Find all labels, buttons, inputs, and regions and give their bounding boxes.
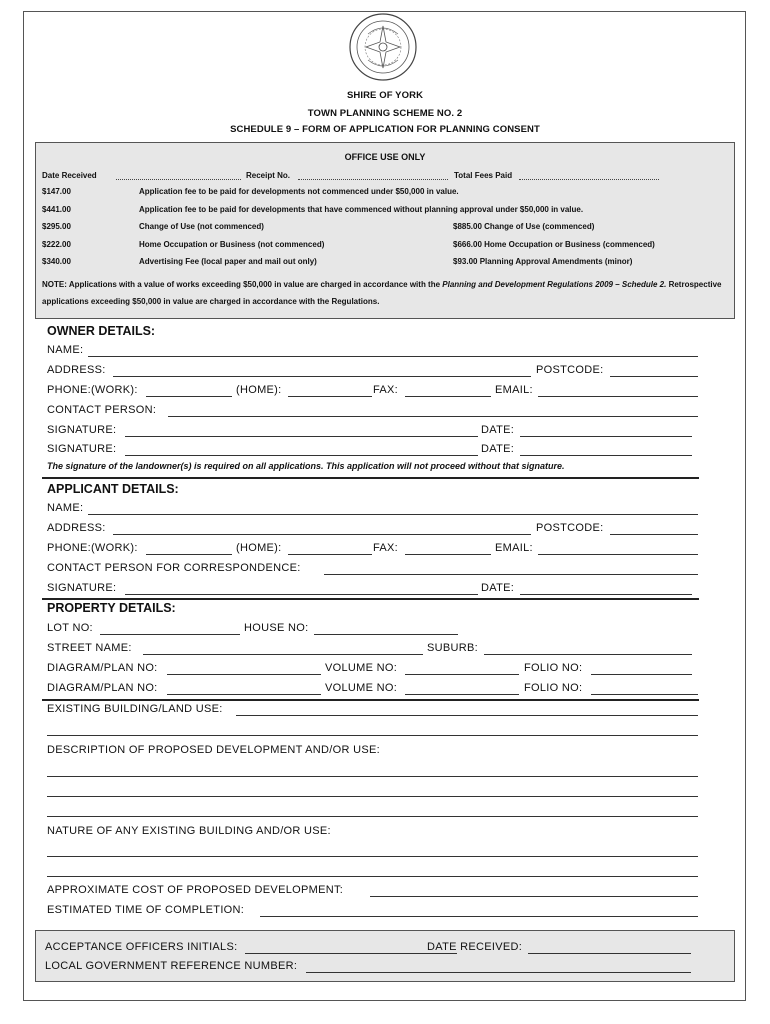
applicant-home-label: (HOME): [236, 542, 282, 554]
office-use-title: OFFICE USE ONLY [344, 152, 426, 162]
street-name-label: STREET NAME: [47, 642, 132, 654]
applicant-postcode-field[interactable] [610, 534, 698, 535]
officer-initials-field[interactable] [245, 953, 457, 954]
applicant-details-heading: APPLICANT DETAILS: [47, 482, 179, 496]
note-text-end: Retrospective applications exceeding $50,000 in value are charged in accordance with the Regulations. [42, 280, 722, 306]
existing-use-field[interactable] [236, 715, 698, 716]
date-received-field[interactable] [116, 179, 241, 180]
applicant-postcode-label: POSTCODE: [536, 522, 604, 534]
owner-date-field-2[interactable] [520, 455, 692, 456]
existing-use-label: EXISTING BUILDING/LAND USE: [47, 703, 223, 715]
house-no-field[interactable] [314, 634, 458, 635]
proposed-development-label: DESCRIPTION OF PROPOSED DEVELOPMENT AND/OR USE: [47, 744, 380, 756]
applicant-contact-field[interactable] [324, 574, 698, 575]
note-text: NOTE: Applications with a value of works exceeding $50,000 in value are charged in accordance with the [42, 280, 443, 289]
diagram-plan-field-2[interactable] [167, 694, 321, 695]
owner-date-label: DATE: [481, 424, 515, 436]
owner-name-field[interactable] [88, 356, 698, 357]
scheme-title: TOWN PLANNING SCHEME NO. 2 [307, 108, 463, 119]
applicant-phone-work-field[interactable] [146, 554, 232, 555]
folio-no-label: FOLIO NO: [524, 662, 583, 674]
fee-desc: Advertising Fee (local paper and mail out only) [139, 257, 317, 266]
section-divider [42, 598, 699, 600]
owner-email-label: EMAIL: [495, 384, 533, 396]
proposed-development-field[interactable] [47, 776, 698, 777]
owner-contact-label: CONTACT PERSON: [47, 404, 157, 416]
owner-date-field[interactable] [520, 436, 692, 437]
owner-name-label: NAME: [47, 344, 84, 356]
applicant-contact-label: CONTACT PERSON FOR CORRESPONDENCE: [47, 562, 301, 574]
applicant-signature-label: SIGNATURE: [47, 582, 117, 594]
diagram-plan-field[interactable] [167, 674, 321, 675]
approximate-cost-label: APPROXIMATE COST OF PROPOSED DEVELOPMENT: [47, 884, 344, 896]
section-divider [42, 699, 699, 701]
owner-email-field[interactable] [538, 396, 698, 397]
fee-amount: $340.00 [42, 257, 71, 266]
fee-desc-commenced: $885.00 Change of Use (commenced) [453, 222, 595, 231]
owner-postcode-label: POSTCODE: [536, 364, 604, 376]
existing-building-label: NATURE OF ANY EXISTING BUILDING AND/OR USE: [47, 825, 331, 837]
owner-address-field[interactable] [113, 376, 531, 377]
completion-time-field[interactable] [260, 916, 698, 917]
applicant-home-field[interactable] [288, 554, 372, 555]
applicant-signature-field[interactable] [125, 594, 478, 595]
applicant-date-field[interactable] [520, 594, 692, 595]
applicant-email-field[interactable] [538, 554, 698, 555]
applicant-name-field[interactable] [88, 514, 698, 515]
receipt-no-label: Receipt No. [246, 171, 291, 180]
applicant-date-label: DATE: [481, 582, 515, 594]
owner-fax-field[interactable] [405, 396, 491, 397]
footer-date-received-field[interactable] [528, 953, 691, 954]
schedule-title: SCHEDULE 9 – FORM OF APPLICATION FOR PLANNING CONSENT [230, 124, 540, 135]
date-received-label: Date Received [42, 171, 97, 180]
house-no-label: HOUSE NO: [244, 622, 309, 634]
property-details-heading: PROPERTY DETAILS: [47, 601, 176, 615]
owner-home-label: (HOME): [236, 384, 282, 396]
applicant-fax-label: FAX: [373, 542, 399, 554]
volume-no-field-2[interactable] [405, 694, 519, 695]
applicant-address-label: ADDRESS: [47, 522, 106, 534]
footer-date-received-label: DATE RECEIVED: [427, 941, 523, 953]
fee-desc: Change of Use (not commenced) [139, 222, 264, 231]
owner-phone-work-label: PHONE:(WORK): [47, 384, 138, 396]
reference-number-label: LOCAL GOVERNMENT REFERENCE NUMBER: [45, 960, 298, 972]
owner-signature-field-2[interactable] [125, 455, 478, 456]
landowner-signature-warning: The signature of the landowner(s) is required on all applications. This application will not proceed without that signature. [47, 461, 565, 471]
applicant-name-label: NAME: [47, 502, 84, 514]
applicant-address-field[interactable] [113, 534, 531, 535]
total-fees-label: Total Fees Paid [454, 171, 513, 180]
proposed-development-field-3[interactable] [47, 816, 698, 817]
owner-date-label-2: DATE: [481, 443, 515, 455]
shire-name: SHIRE OF YORK [346, 90, 424, 101]
completion-time-label: ESTIMATED TIME OF COMPLETION: [47, 904, 245, 916]
diagram-plan-label: DIAGRAM/PLAN NO: [47, 662, 158, 674]
fee-amount: $147.00 [42, 187, 71, 196]
volume-no-label: VOLUME NO: [325, 662, 398, 674]
owner-signature-label-2: SIGNATURE: [47, 443, 117, 455]
fee-desc-commenced: $666.00 Home Occupation or Business (commenced) [453, 240, 655, 249]
proposed-development-field-2[interactable] [47, 796, 698, 797]
section-divider [42, 477, 699, 479]
receipt-no-field[interactable] [298, 179, 448, 180]
fee-amount: $295.00 [42, 222, 71, 231]
applicant-email-label: EMAIL: [495, 542, 533, 554]
note-regulations: Planning and Development Regulations 2009 – Schedule 2. [442, 280, 667, 289]
owner-contact-field[interactable] [168, 416, 698, 417]
office-use-box [35, 142, 735, 319]
diagram-plan-label-2: DIAGRAM/PLAN NO: [47, 682, 158, 694]
owner-address-label: ADDRESS: [47, 364, 106, 376]
fee-amount: $441.00 [42, 205, 71, 214]
existing-use-field-2[interactable] [47, 735, 698, 736]
street-name-field[interactable] [143, 654, 423, 655]
suburb-label: SUBURB: [427, 642, 478, 654]
acceptance-box [35, 930, 735, 982]
owner-postcode-field[interactable] [610, 376, 698, 377]
fee-desc: Application fee to be paid for developments that have commenced without planning approval under $50,000 in value. [139, 205, 584, 214]
volume-no-label-2: VOLUME NO: [325, 682, 398, 694]
applicant-fax-field[interactable] [405, 554, 491, 555]
folio-no-field[interactable] [591, 674, 692, 675]
shire-seal-icon [348, 12, 418, 82]
owner-home-field[interactable] [288, 396, 372, 397]
owner-signature-label: SIGNATURE: [47, 424, 117, 436]
fee-amount: $222.00 [42, 240, 71, 249]
owner-phone-work-field[interactable] [146, 396, 232, 397]
fee-desc: Application fee to be paid for developments not commenced under $50,000 in value. [139, 187, 459, 196]
officer-initials-label: ACCEPTANCE OFFICERS INITIALS: [45, 941, 238, 953]
owner-signature-field[interactable] [125, 436, 478, 437]
applicant-phone-work-label: PHONE:(WORK): [47, 542, 138, 554]
owner-fax-label: FAX: [373, 384, 399, 396]
reference-number-field[interactable] [306, 972, 691, 973]
owner-details-heading: OWNER DETAILS: [47, 324, 156, 338]
folio-no-label-2: FOLIO NO: [524, 682, 583, 694]
volume-no-field[interactable] [405, 674, 519, 675]
existing-building-field[interactable] [47, 856, 698, 857]
approximate-cost-field[interactable] [370, 896, 698, 897]
existing-building-field-2[interactable] [47, 876, 698, 877]
lot-no-field[interactable] [100, 634, 240, 635]
total-fees-field[interactable] [519, 179, 659, 180]
lot-no-label: LOT NO: [47, 622, 93, 634]
fee-desc-commenced: $93.00 Planning Approval Amendments (minor) [453, 257, 633, 266]
folio-no-field-2[interactable] [591, 694, 698, 695]
fee-desc: Home Occupation or Business (not commenced) [139, 240, 325, 249]
suburb-field[interactable] [484, 654, 692, 655]
fees-note [42, 276, 732, 310]
